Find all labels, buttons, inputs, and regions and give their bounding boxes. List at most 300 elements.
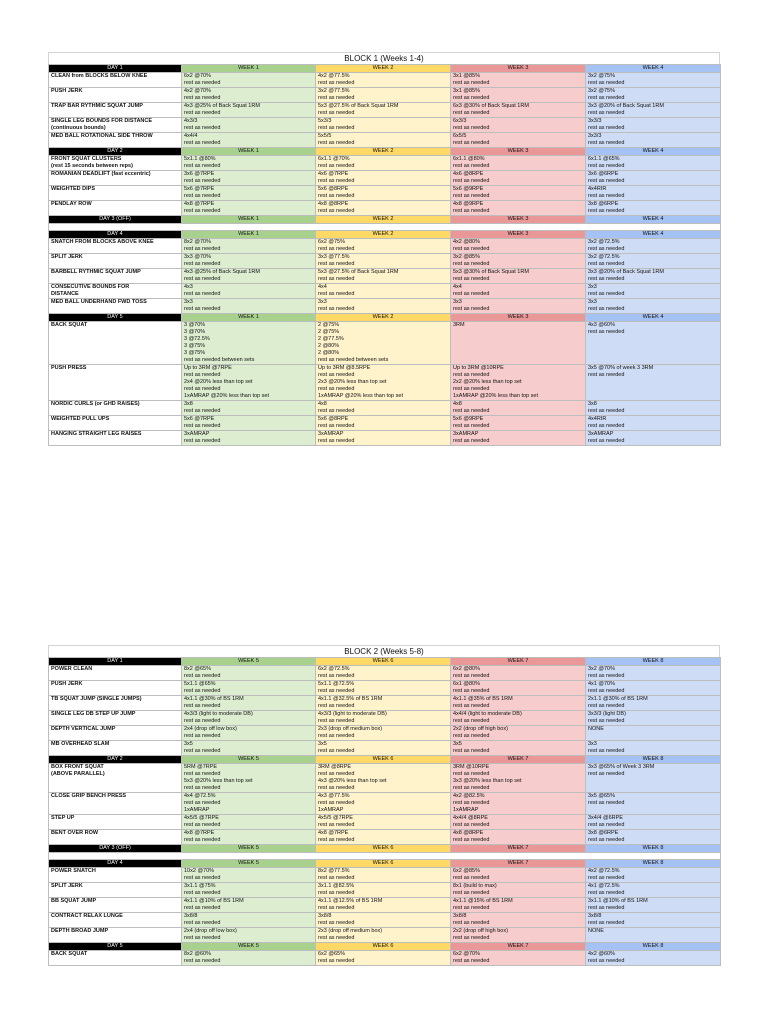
prescription-line: rest as needed (588, 688, 625, 694)
prescription-line: 6x1.1 @80% (453, 156, 485, 162)
prescription-line: 2x4 (drop off low box) (184, 928, 237, 934)
exercise-row (49, 416, 721, 431)
prescription-line: rest as needed (184, 785, 221, 791)
prescription-line: 3x3 @20% less than top set (453, 778, 522, 784)
prescription-line: 5x3 @20% less than top set (184, 778, 253, 784)
prescription-line: 5x1.1 @80% (184, 156, 216, 162)
prescription-cell (182, 254, 316, 269)
prescription-cell (182, 156, 316, 171)
week-header: WEEK 8 (586, 860, 721, 868)
prescription-cell (451, 156, 586, 171)
prescription-line: 2x2 (drop off high box) (453, 726, 508, 732)
prescription-line: rest as needed (453, 920, 490, 926)
week-header: WEEK 4 (586, 148, 721, 156)
exercise-name (49, 401, 182, 416)
prescription-line: 4x5/5 @7RPE (184, 815, 219, 821)
prescription-line: rest as needed (588, 178, 625, 184)
prescription-line: rest as needed (453, 193, 490, 199)
prescription-line: rest as needed (318, 163, 355, 169)
week-header: WEEK 7 (451, 943, 586, 951)
exercise-name-line: HANGING STRAIGHT LEG RAISES (51, 431, 142, 437)
prescription-cell (451, 913, 586, 928)
prescription-line: rest as needed (453, 178, 490, 184)
exercise-name (49, 269, 182, 284)
week-header: WEEK 2 (316, 231, 451, 239)
prescription-line: 4x4RIR (588, 186, 607, 192)
prescription-line: rest as needed (184, 733, 221, 739)
week-header: WEEK 6 (316, 845, 451, 853)
block-2-sheet (48, 645, 720, 966)
prescription-line: rest as needed (588, 718, 625, 724)
exercise-name-line: MB OVERHEAD SLAM (51, 741, 110, 747)
rest-day-spacer (49, 224, 721, 231)
prescription-line: 4x2 @82.5% (453, 793, 485, 799)
exercise-name (49, 186, 182, 201)
prescription-line: 3RM (453, 322, 465, 328)
exercise-name-line: SPLIT JERK (51, 883, 83, 889)
block-title: BLOCK 2 (Weeks 5-8) (48, 645, 720, 657)
prescription-line: 3x3 (588, 284, 597, 290)
prescription-line: rest as needed (318, 800, 355, 806)
prescription-line: rest as needed (588, 372, 625, 378)
prescription-cell (451, 401, 586, 416)
prescription-line: 4x2 @77.5% (318, 73, 350, 79)
prescription-line: rest as needed (184, 178, 221, 184)
prescription-cell (182, 299, 316, 314)
week-header: WEEK 6 (316, 860, 451, 868)
exercise-row (49, 156, 721, 171)
prescription-line: 3x6 @7RPE (184, 171, 215, 177)
prescription-line: rest as needed (318, 875, 355, 881)
prescription-line: rest as needed (318, 276, 355, 282)
exercise-name (49, 322, 182, 365)
prescription-line: rest as needed (318, 837, 355, 843)
day-label: DAY 3 (OFF) (49, 845, 182, 853)
prescription-line: Up to 3RM @8.5RPE (318, 365, 371, 371)
prescription-line: 4x5/5 @7RPE (318, 815, 353, 821)
exercise-name (49, 103, 182, 118)
prescription-line: 5x3 @27.5% of Back Squat 1RM (318, 103, 399, 109)
prescription-line: 3xAMRAP (453, 431, 479, 437)
prescription-cell (182, 815, 316, 830)
prescription-line: 2 @77.5% (318, 336, 344, 342)
exercise-name (49, 815, 182, 830)
prescription-cell (451, 764, 586, 793)
prescription-line: 3x1.1 @75% (184, 883, 216, 889)
prescription-line: 4x4 (453, 284, 462, 290)
prescription-line: 4x8 @8RPE (318, 201, 349, 207)
exercise-name-line: BACK SQUAT (51, 951, 88, 957)
block-2-table (48, 657, 721, 966)
prescription-cell (586, 951, 721, 966)
prescription-line: 4x8 @8RPE (453, 830, 484, 836)
block-1-table (48, 64, 721, 446)
prescription-line: rest as needed (184, 958, 221, 964)
prescription-line: 3RM @8RPE (318, 764, 352, 770)
exercise-row (49, 269, 721, 284)
exercise-name (49, 431, 182, 446)
week-header: WEEK 2 (316, 65, 451, 73)
prescription-line: rest as needed (588, 748, 625, 754)
week-header: WEEK 7 (451, 756, 586, 764)
block-1-sheet (48, 52, 720, 446)
prescription-cell (586, 88, 721, 103)
prescription-cell (316, 73, 451, 88)
exercise-name (49, 239, 182, 254)
exercise-name-line: TRAP BAR RYTHMIC SQUAT JUMP (51, 103, 143, 109)
exercise-name (49, 156, 182, 171)
prescription-line: rest as needed (318, 688, 355, 694)
prescription-line: 4x8 (318, 401, 327, 407)
prescription-cell (182, 118, 316, 133)
prescription-line: rest as needed (588, 958, 625, 964)
prescription-cell (586, 133, 721, 148)
prescription-line: 4x3/3 (184, 118, 198, 124)
block-title: BLOCK 1 (Weeks 1-4) (48, 52, 720, 64)
prescription-cell (586, 401, 721, 416)
prescription-line: rest as needed (318, 408, 355, 414)
prescription-cell (182, 239, 316, 254)
prescription-cell (586, 711, 721, 726)
prescription-line: 3x5 @65% (588, 793, 615, 799)
prescription-line: rest as needed (588, 905, 625, 911)
exercise-name (49, 88, 182, 103)
prescription-line: rest as needed (453, 438, 490, 444)
prescription-line: 4x6 @8RPE (453, 171, 484, 177)
exercise-row (49, 284, 721, 299)
prescription-cell (316, 201, 451, 216)
prescription-line: 5x6 @9RPE (453, 416, 484, 422)
prescription-line: rest as needed (453, 718, 490, 724)
prescription-line: rest as needed (184, 905, 221, 911)
prescription-cell (451, 711, 586, 726)
exercise-name-line: (ABOVE PARALLEL) (51, 771, 105, 777)
prescription-line: 4x3 (184, 284, 193, 290)
prescription-cell (586, 365, 721, 401)
prescription-cell (182, 103, 316, 118)
exercise-row (49, 898, 721, 913)
prescription-line: 3x2 @72.5% (588, 254, 620, 260)
prescription-line: rest as needed (453, 140, 490, 146)
exercise-name (49, 830, 182, 845)
prescription-cell (451, 898, 586, 913)
prescription-line: rest as needed (184, 291, 221, 297)
prescription-line: rest as needed (184, 95, 221, 101)
prescription-line: rest as needed (453, 208, 490, 214)
prescription-cell (182, 898, 316, 913)
prescription-cell (586, 201, 721, 216)
exercise-row (49, 681, 721, 696)
prescription-line: 3x3/3 (588, 118, 602, 124)
prescription-line: rest as needed (184, 837, 221, 843)
prescription-line: rest as needed (318, 703, 355, 709)
prescription-cell (182, 401, 316, 416)
exercise-name (49, 73, 182, 88)
prescription-cell (451, 299, 586, 314)
prescription-line: rest as needed (184, 163, 221, 169)
exercise-row (49, 254, 721, 269)
prescription-line: 4x3 @20% less than top set (318, 778, 387, 784)
exercise-name-line: WEIGHTED DIPS (51, 186, 96, 192)
prescription-line: 5x3 @27.5% of Back Squat 1RM (318, 269, 399, 275)
prescription-cell (451, 103, 586, 118)
prescription-cell (586, 815, 721, 830)
prescription-cell (451, 741, 586, 756)
prescription-cell (316, 186, 451, 201)
prescription-line: 4x4/4 @8RPE (453, 815, 488, 821)
prescription-cell (182, 365, 316, 401)
day-label: DAY 2 (49, 148, 182, 156)
exercise-row (49, 88, 721, 103)
prescription-line: 4x4RIR (588, 416, 607, 422)
week-header: WEEK 6 (316, 943, 451, 951)
prescription-line: Up to 3RM @10RPE (453, 365, 504, 371)
exercise-row (49, 431, 721, 446)
prescription-line: 3x8/8 (453, 913, 467, 919)
prescription-line: rest as needed (453, 800, 490, 806)
prescription-line: 6x5/5 (453, 133, 467, 139)
prescription-cell (451, 793, 586, 815)
prescription-line: 6x1.1 @70% (318, 156, 350, 162)
prescription-cell (586, 73, 721, 88)
week-header: WEEK 1 (182, 65, 316, 73)
prescription-line: rest as needed (588, 423, 625, 429)
prescription-line: 4x3/3 (light to moderate DB) (184, 711, 253, 717)
prescription-line: 4x1.1 @15% of BS 1RM (453, 898, 513, 904)
prescription-line: 4x1.1 @32.5% of BS 1RM (318, 696, 383, 702)
prescription-cell (451, 88, 586, 103)
prescription-cell (182, 431, 316, 446)
prescription-cell (451, 186, 586, 201)
day-header-row (49, 216, 721, 224)
exercise-row (49, 103, 721, 118)
prescription-line: rest as needed (318, 958, 355, 964)
prescription-line: rest as needed (453, 306, 490, 312)
prescription-line: rest as needed (184, 822, 221, 828)
exercise-row (49, 741, 721, 756)
prescription-line: rest as needed (588, 329, 625, 335)
prescription-line: 2x4 (drop off low box) (184, 726, 237, 732)
exercise-row (49, 696, 721, 711)
exercise-name-line: WEIGHTED PULL UPS (51, 416, 110, 422)
prescription-line: 3x2 @75% (588, 73, 615, 79)
week-header: WEEK 4 (586, 216, 721, 224)
prescription-cell (451, 681, 586, 696)
prescription-line: 5x5/5 (318, 133, 332, 139)
prescription-cell (182, 322, 316, 365)
prescription-line: 5x1.1 @65% (184, 681, 216, 687)
week-header: WEEK 6 (316, 658, 451, 666)
prescription-line: rest as needed (453, 958, 490, 964)
prescription-line: rest as needed (453, 733, 490, 739)
prescription-cell (316, 928, 451, 943)
prescription-line: 3x3 (588, 741, 597, 747)
prescription-cell (182, 696, 316, 711)
exercise-row (49, 186, 721, 201)
prescription-line: rest as needed (453, 291, 490, 297)
prescription-line: rest as needed (453, 246, 490, 252)
exercise-name-line: SNATCH FROM BLOCKS ABOVE KNEE (51, 239, 154, 245)
prescription-line: rest as needed (184, 875, 221, 881)
exercise-name (49, 416, 182, 431)
day-header-row (49, 756, 721, 764)
exercise-name (49, 133, 182, 148)
week-header: WEEK 8 (586, 943, 721, 951)
prescription-cell (316, 793, 451, 815)
prescription-line: 8x1 (build to max) (453, 883, 497, 889)
prescription-cell (182, 284, 316, 299)
prescription-line: 6x2 @70% (453, 951, 480, 957)
exercise-name (49, 928, 182, 943)
prescription-line: rest as needed (588, 438, 625, 444)
prescription-line: rest as needed (184, 935, 221, 941)
prescription-line: 3 @75% (184, 350, 206, 356)
prescription-cell (182, 883, 316, 898)
prescription-cell (586, 284, 721, 299)
prescription-line: 2 @75% (318, 329, 340, 335)
prescription-cell (586, 269, 721, 284)
prescription-line: 1xAMRAP @20% less than top set (453, 393, 538, 399)
prescription-line: 3 @72.5% (184, 336, 210, 342)
prescription-line: rest as needed (318, 935, 355, 941)
exercise-name (49, 696, 182, 711)
day-label: DAY 1 (49, 65, 182, 73)
prescription-line: 4x1 @70% (588, 681, 615, 687)
prescription-line: 8x2 @70% (184, 239, 211, 245)
prescription-cell (586, 156, 721, 171)
prescription-line: 4x1.1 @12.5% of BS 1RM (318, 898, 383, 904)
prescription-cell (451, 133, 586, 148)
rest-day-gap (49, 224, 721, 231)
exercise-row (49, 171, 721, 186)
prescription-line: 4x1.1 @30% of BS 1RM (184, 696, 244, 702)
exercise-name (49, 741, 182, 756)
day-header-row (49, 148, 721, 156)
prescription-line: 4x4/4 (184, 133, 198, 139)
prescription-cell (316, 401, 451, 416)
prescription-line: rest as needed (588, 140, 625, 146)
prescription-line: rest as needed (588, 306, 625, 312)
prescription-cell (316, 88, 451, 103)
prescription-line: 3x8/8 (588, 913, 602, 919)
exercise-name-line: PUSH PRESS (51, 365, 87, 371)
prescription-line: 3x6 @6RPE (588, 171, 619, 177)
prescription-line: 3x3 @20% of Back Squat 1RM (588, 103, 664, 109)
prescription-line: 3x5 @70% of week 3 3RM (588, 365, 654, 371)
prescription-line: 4x2 @60% (588, 951, 615, 957)
prescription-line: 8x2 @77.5% (318, 868, 350, 874)
exercise-name-line: (continuous bounds) (51, 125, 106, 131)
exercise-name-line: BOX FRONT SQUAT (51, 764, 104, 770)
prescription-line: 3x5 (453, 741, 462, 747)
prescription-line: rest as needed (184, 920, 221, 926)
prescription-line: rest as needed (318, 673, 355, 679)
prescription-line: rest as needed (184, 408, 221, 414)
exercise-name (49, 898, 182, 913)
prescription-line: rest as needed (184, 771, 221, 777)
exercise-name (49, 666, 182, 681)
prescription-cell (586, 868, 721, 883)
exercise-name-line: SINGLE LEG BOUNDS FOR DISTANCE (51, 118, 153, 124)
exercise-name (49, 711, 182, 726)
prescription-line: rest as needed (318, 246, 355, 252)
day-header-row (49, 860, 721, 868)
prescription-line: rest as needed (318, 733, 355, 739)
prescription-cell (586, 299, 721, 314)
prescription-cell (316, 711, 451, 726)
prescription-line: 1xAMRAP (318, 807, 344, 813)
prescription-line: rest as needed (318, 771, 355, 777)
prescription-line: 3x4/4 @6RPE (588, 815, 623, 821)
week-header: WEEK 8 (586, 658, 721, 666)
prescription-line: 3x8 (588, 401, 597, 407)
prescription-cell (451, 73, 586, 88)
prescription-line: 10x2 @70% (184, 868, 215, 874)
prescription-line: 6x3/3 (453, 118, 467, 124)
prescription-line: 3x8 (184, 401, 193, 407)
prescription-cell (451, 868, 586, 883)
prescription-line: 4x8 @9RPE (453, 201, 484, 207)
week-header: WEEK 7 (451, 658, 586, 666)
exercise-name-line: BENT OVER ROW (51, 830, 99, 836)
prescription-cell (586, 171, 721, 186)
prescription-cell (182, 133, 316, 148)
prescription-line: rest as needed (318, 178, 355, 184)
prescription-line: 4x4/4 (light to moderate DB) (453, 711, 522, 717)
day-label: DAY 5 (49, 314, 182, 322)
rest-day-gap (49, 853, 721, 860)
exercise-name-line: CLEAN from BLOCKS BELOW KNEE (51, 73, 148, 79)
prescription-cell (586, 118, 721, 133)
prescription-cell (586, 913, 721, 928)
prescription-cell (182, 868, 316, 883)
prescription-line: 6x2 @65% (318, 951, 345, 957)
prescription-line: 3x2 @85% (453, 254, 480, 260)
prescription-cell (451, 815, 586, 830)
prescription-line: 6x2 @85% (453, 868, 480, 874)
prescription-cell (316, 365, 451, 401)
prescription-cell (451, 118, 586, 133)
prescription-cell (451, 254, 586, 269)
prescription-line: rest as needed (453, 785, 490, 791)
prescription-line: rest as needed (318, 920, 355, 926)
prescription-line: 3x3 (318, 299, 327, 305)
prescription-line: 1xAMRAP (184, 807, 210, 813)
prescription-line: 3x3 (453, 299, 462, 305)
prescription-line: rest as needed (453, 372, 490, 378)
exercise-name-line: DISTANCE (51, 291, 79, 297)
prescription-line: rest as needed (588, 703, 625, 709)
day-header-row (49, 845, 721, 853)
prescription-line: 5x1.1 @72.5% (318, 681, 355, 687)
prescription-cell (316, 322, 451, 365)
prescription-line: 4x2 @72.5% (588, 868, 620, 874)
prescription-cell (586, 186, 721, 201)
prescription-line: 4x3/3 (light to moderate DB) (318, 711, 387, 717)
exercise-row (49, 764, 721, 793)
prescription-cell (182, 186, 316, 201)
exercise-row (49, 830, 721, 845)
prescription-line: 4x4 @72.5% (184, 793, 216, 799)
prescription-cell (316, 741, 451, 756)
prescription-line: 3x3/3 (light DB) (588, 711, 626, 717)
exercise-row (49, 928, 721, 943)
prescription-line: rest as needed (318, 193, 355, 199)
prescription-cell (182, 741, 316, 756)
exercise-name-line: NORDIC CURLS (or GHD RAISES) (51, 401, 140, 407)
prescription-line: rest as needed (588, 920, 625, 926)
prescription-line: rest as needed (453, 125, 490, 131)
